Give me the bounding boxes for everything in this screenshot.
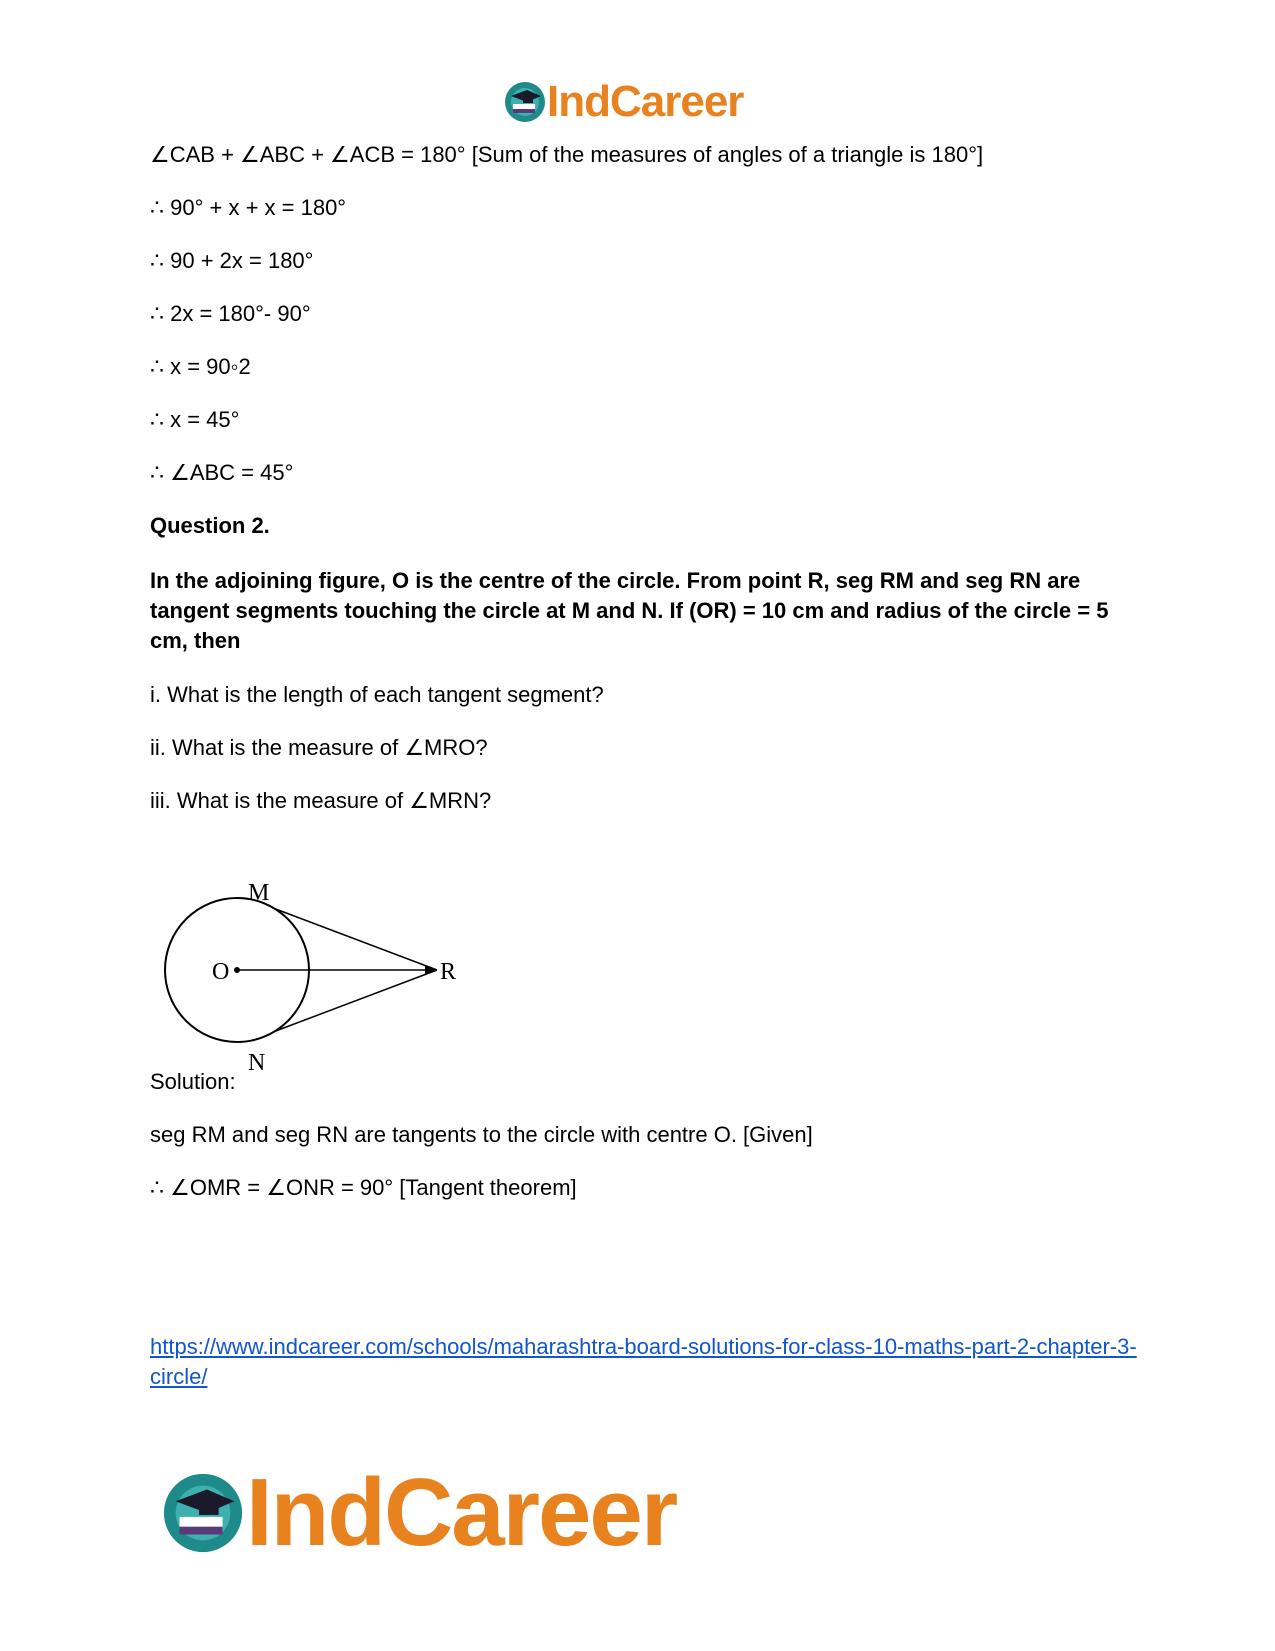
footer-logo [160,1459,677,1566]
equation-line: ∠CAB + ∠ABC + ∠ACB = 180° [Sum of the measures of angles of a triangle is 180°] [150,142,984,167]
point-r-marker [425,965,437,975]
question-title: Question 2. [150,513,270,538]
solution-label: Solution: [150,1069,236,1094]
equation-line: ∴ 90° + x + x = 180° [150,195,347,220]
label-o: O [212,959,230,985]
graduation-book-icon [503,80,547,124]
label-r: R [440,959,457,985]
equation-line: ∴ 90 + 2x = 180° [150,248,314,273]
centre-point [234,967,240,973]
header-logo-text: IndCareer [547,77,744,126]
solution-line: seg RM and seg RN are tangents to the circle with centre O. [Given] [150,1122,813,1147]
label-m: M [248,880,270,906]
equation-line: ∴ x = 45° [150,407,240,432]
graduation-book-icon [160,1470,246,1556]
equation-line: ∴ x = 90◦2 [150,354,251,379]
sub-question: i. What is the length of each tangent segment? [150,682,604,707]
solution-line: ∴ ∠OMR = ∠ONR = 90° [Tangent theorem] [150,1175,577,1200]
circle-tangent-figure [150,870,470,1085]
label-n: N [248,1050,266,1076]
footer-logo-text: IndCareer [246,1459,677,1566]
source-link[interactable]: https://www.indcareer.com/schools/maharashtra-board-solutions-for-class-10-maths-part-2-chapter-3-circle/ [150,1334,1137,1389]
equation-line: ∴ ∠ABC = 45° [150,460,294,485]
tangent-rn [273,970,437,1032]
equation-line: ∴ 2x = 180°- 90° [150,301,311,326]
tangent-rm [273,908,437,970]
sub-question: ii. What is the measure of ∠MRO? [150,735,488,760]
sub-question: iii. What is the measure of ∠MRN? [150,788,492,813]
question-text: In the adjoining figure, O is the centre of the circle. From point R, seg RM and seg RN are tangent segments touching the circle at M and N. If (OR) = 10 cm and radius of the circle = 5 cm, then [150,568,1109,653]
header-logo [503,77,744,126]
